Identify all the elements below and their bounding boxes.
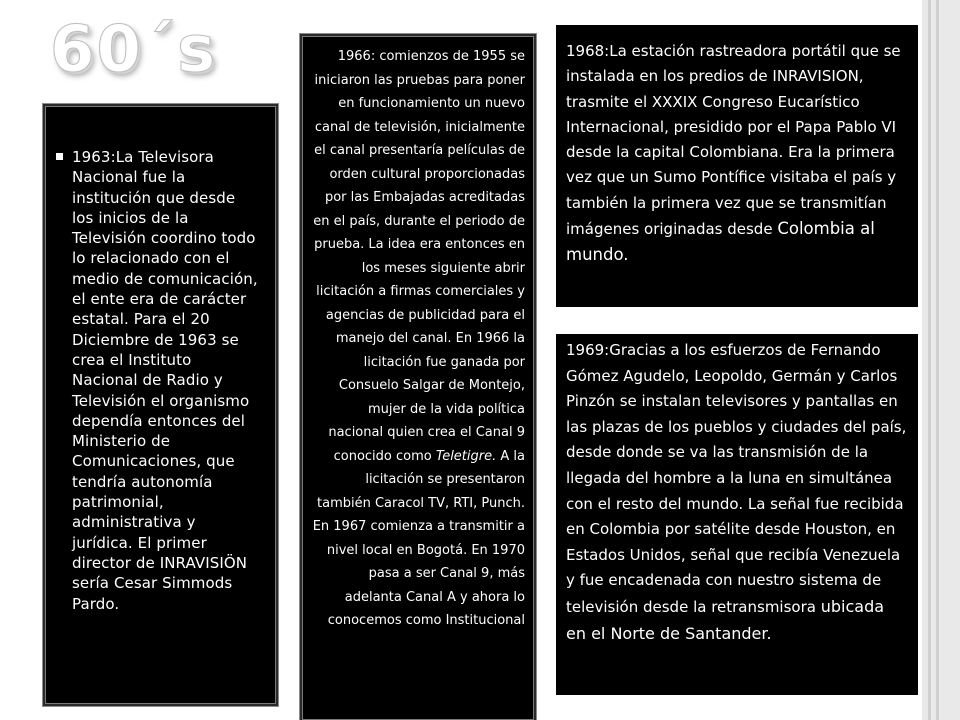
panel-1968 <box>556 25 918 307</box>
decorative-sidebar <box>922 0 960 720</box>
panel-1969-text: 1969:Gracias a los esfuerzos de Fernando Gómez Agudelo, Leopoldo, Germán y Carlos Pinzón se instalan televisores y pantallas en las plazas de los pueblos y ciudades del país, desde donde se va las transmisión de la llegada del hombre a la luna en simultánea con el resto del mundo. La señal fue recibida en Colombia por satélite desde Houston, en Estados Unidos, señal que recibía Venezuela y fue encadenada con nuestro sistema de televisión desde la retransmisora <box>566 341 907 616</box>
panel-1966 <box>302 36 534 720</box>
panel-1968-text-end: Colombia al mundo. <box>566 219 875 265</box>
panel-1966-text: 1966: comienzos de 1955 se iniciaron las pruebas para poner en funcionamiento un nuevo canal de televisión, inicialmente el canal presentaría películas de orden cultural proporcionadas por las Embajadas acreditadas en el país, durante el periodo de prueba. La idea era entonces en los meses siguiente abrir licitación a firmas comerciales y agencias de publicidad para el manejo del canal. En 1966 la licitación fue ganada por Consuelo Salgar de Montejo, mujer de la vida política nacional quien crea el Canal 9 conocido como <box>313 49 525 464</box>
panel-1963 <box>45 106 276 704</box>
sidebar-stripe <box>928 0 931 720</box>
bullet-icon <box>56 153 63 160</box>
sidebar-stripe <box>936 0 939 720</box>
panel-1966-text-end: A la licitación se presentaron también Caracol TV, RTI, Punch. En 1967 comienza a transmitir a nivel local en Bogotá. En 1970 pasa a ser Canal 9, más adelanta Canal A y ahora lo conocemos como Institucional <box>312 448 525 628</box>
panel-1969 <box>556 334 918 695</box>
panel-1966-italic: Teletigre. <box>435 448 497 464</box>
panel-1968-text: 1968:La estación rastreadora portátil que se instalada en los predios de INRAVISION, trasmite el XXXIX Congreso Eucarístico Internacional, presidido por el Papa Pablo VI desde la capital Colombiana. Era la primera vez que un Sumo Pontífice visitaba el país y también la primera vez que se transmitían imágenes originadas desde <box>566 42 901 239</box>
panel-1969-text-end: ubicada en el Norte de Santander. <box>566 596 885 643</box>
slide-title: 60´s <box>50 13 218 87</box>
panel-1963-text: 1963:La Televisora Nacional fue la institución que desde los inicios de la Televisión coordino todo lo relacionado con el medio de comunicación, el ente era de carácter estatal. Para el 20 Diciembre de 1963 se crea el Instituto Nacional de Radio y Televisión el organismo dependía entonces del Ministerio de Comunicaciones, que tendría autonomía patrimonial, administrativa y jurídica. El primer director de INRAVISIÖN sería Cesar Simmods Pardo. <box>72 148 258 613</box>
